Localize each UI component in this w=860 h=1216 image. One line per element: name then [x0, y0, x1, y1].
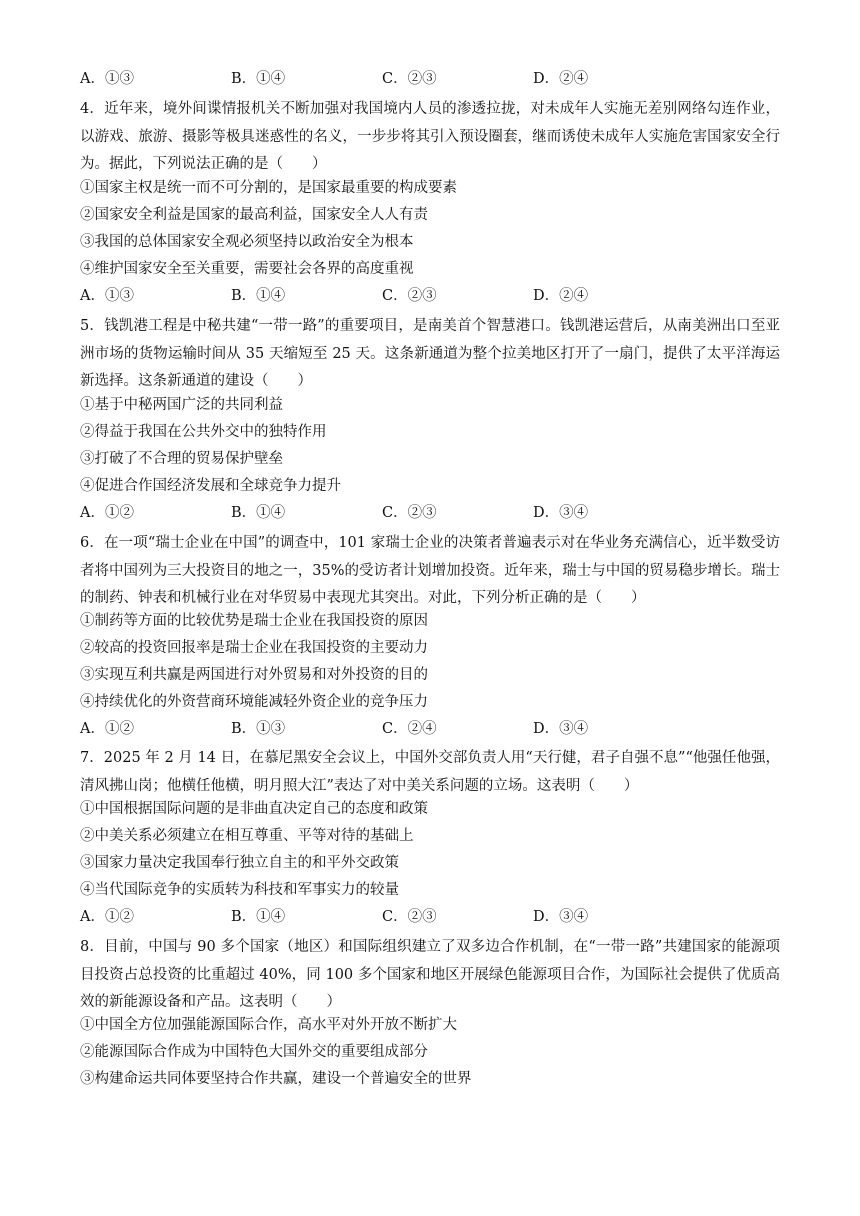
q7-option-c: C．②③ — [382, 909, 437, 925]
q4-item-3: ③我国的总体国家安全观必须坚持以政治安全为根本 — [80, 234, 414, 250]
q7-option-a: A．①② — [80, 909, 134, 925]
q8-item-3: ③构建命运共同体要坚持合作共赢，建设一个普遍安全的世界 — [80, 1071, 472, 1087]
q3-options — [80, 69, 780, 89]
q5-item-3: ③打破了不合理的贸易保护壁垒 — [80, 451, 283, 467]
q4-option-a: A．①③ — [80, 288, 134, 304]
q5-option-d: D．③④ — [533, 505, 589, 521]
q6-option-b: B．①③ — [231, 721, 286, 737]
q7-item-1: ①中国根据国际问题的是非曲直决定自己的态度和政策 — [80, 801, 428, 817]
q6-option-c: C．②④ — [382, 721, 437, 737]
q5-option-a: A．①② — [80, 505, 134, 521]
q4-options — [80, 286, 780, 306]
q6-item-4: ④持续优化的外资营商环境能减轻外资企业的竞争压力 — [80, 694, 428, 710]
q5-item-1: ①基于中秘两国广泛的共同利益 — [80, 397, 283, 413]
q8-stem: 8．目前，中国与 90 多个国家（地区）和国际组织建立了双多边合作机制，在“一带一路”共建国家的能源项目投资占总投资的比重超过 40%，同 100 多个国家和地区开展绿色能源项目合作，为国际社会提供了优质高效的新能源设备和产品。这表明（ ） — [80, 939, 780, 1010]
q6-options — [80, 719, 780, 739]
q3-option-a: A．①③ — [80, 71, 134, 87]
q5-option-c: C．②③ — [382, 505, 437, 521]
q4-stem: 4．近年来，境外间谍情报机关不断加强对我国境内人员的渗透拉拢，对未成年人实施无差别网络勾连作业，以游戏、旅游、摄影等极具迷惑性的名义，一步步将其引入预设圈套，继而诱使未成年人实施危害国家安全行为。据此，下列说法正确的是（ ） — [80, 101, 780, 172]
q4-item-2: ②国家安全利益是国家的最高利益，国家安全人人有责 — [80, 207, 428, 223]
q7-item-3: ③国家力量决定我国奉行独立自主的和平外交政策 — [80, 855, 399, 871]
q6-stem: 6．在一项“瑞士企业在中国”的调查中，101 家瑞士企业的决策者普遍表示对在华业务充满信心，近半数受访者将中国列为三大投资目的地之一，35%的受访者计划增加投资。近年来，瑞士与中国的贸易稳步增长。瑞士的制药、钟表和机械行业在对华贸易中表现尤其突出。对此，下列分析正确的是（ ） — [80, 535, 780, 606]
q4-option-d: D．②④ — [533, 288, 589, 304]
q5-item-2: ②得益于我国在公共外交中的独特作用 — [80, 424, 327, 440]
q4-item-1: ①国家主权是统一而不可分割的，是国家最重要的构成要素 — [80, 180, 457, 196]
q5-item-4: ④促进合作国经济发展和全球竞争力提升 — [80, 478, 341, 494]
q7-item-2: ②中美关系必须建立在相互尊重、平等对待的基础上 — [80, 828, 414, 844]
q3-option-c: C．②③ — [382, 71, 437, 87]
q7-option-b: B．①④ — [231, 909, 286, 925]
q6-item-1: ①制药等方面的比较优势是瑞士企业在我国投资的原因 — [80, 613, 428, 629]
q6-option-d: D．③④ — [533, 721, 589, 737]
q8-item-1: ①中国全方位加强能源国际合作，高水平对外开放不断扩大 — [80, 1017, 457, 1033]
q6-item-3: ③实现互利共赢是两国进行对外贸易和对外投资的目的 — [80, 667, 428, 683]
q5-options — [80, 503, 780, 523]
q8-item-2: ②能源国际合作成为中国特色大国外交的重要组成部分 — [80, 1044, 428, 1060]
q7-option-d: D．③④ — [533, 909, 589, 925]
q7-options — [80, 907, 780, 927]
q5-stem: 5．钱凯港工程是中秘共建“一带一路”的重要项目，是南美首个智慧港口。钱凯港运营后，从南美洲出口至亚洲市场的货物运输时间从 35 天缩短至 25 天。这条新通道为整个拉美地区打开了一扇门，提供了太平洋海运新选择。这条新通道的建设（ ） — [80, 318, 780, 389]
q6-option-a: A．①② — [80, 721, 134, 737]
q4-item-4: ④维护国家安全至关重要，需要社会各界的高度重视 — [80, 261, 414, 277]
q3-option-d: D．②④ — [533, 71, 589, 87]
q4-option-b: B．①④ — [231, 288, 286, 304]
q4-option-c: C．②③ — [382, 288, 437, 304]
q7-stem: 7．2025 年 2 月 14 日，在慕尼黑安全会议上，中国外交部负责人用“天行健，君子自强不息”“他强任他强，清风拂山岗；他横任他横，明月照大江”表达了对中美关系问题的立场。这表明（ ） — [80, 750, 780, 794]
q5-option-b: B．①④ — [231, 505, 286, 521]
q3-option-b: B．①④ — [231, 71, 286, 87]
q6-item-2: ②较高的投资回报率是瑞士企业在我国投资的主要动力 — [80, 640, 428, 656]
q7-item-4: ④当代国际竞争的实质转为科技和军事实力的较量 — [80, 882, 399, 898]
